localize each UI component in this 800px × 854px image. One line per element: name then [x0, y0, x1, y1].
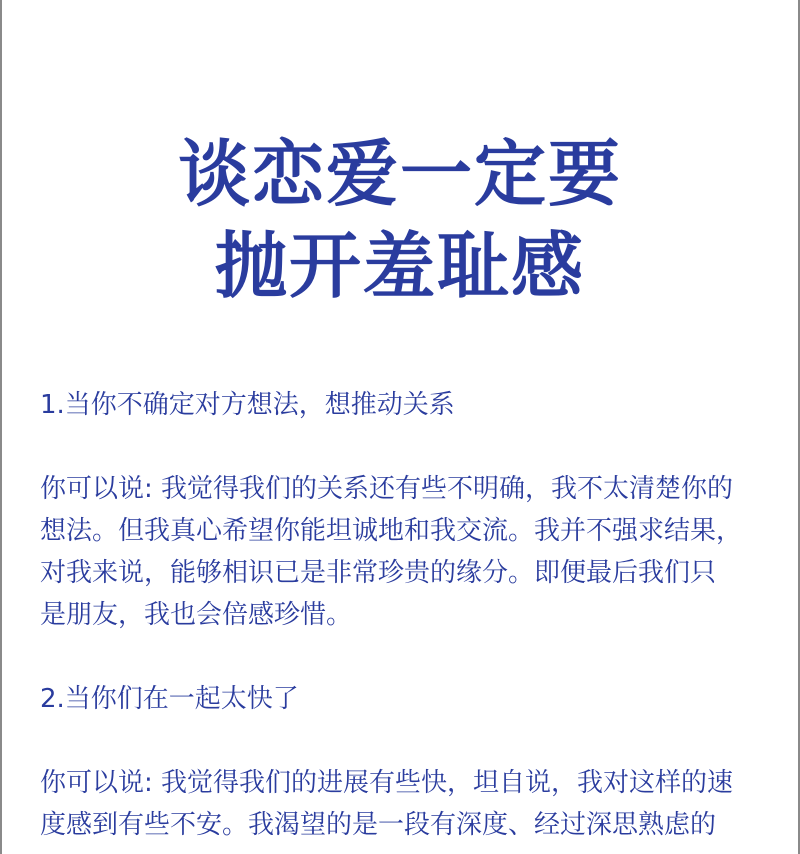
section-2-paragraph	[40, 762, 766, 846]
article-body	[40, 384, 766, 846]
paragraph-line: 你可以说: 我觉得我们的关系还有些不明确，我不太清楚你的	[40, 474, 734, 504]
spacer	[40, 720, 766, 762]
paragraph-line: 想法。但我真心希望你能坦诚地和我交流。我并不强求结果，	[40, 516, 743, 546]
title-line-2: 抛开羞耻感	[214, 224, 585, 308]
page-title	[2, 128, 798, 312]
section-heading-1: 1.当你不确定对方想法，想推动关系	[40, 390, 455, 420]
spacer	[40, 426, 766, 468]
section-1-paragraph	[40, 468, 766, 636]
paragraph-line: 度感到有些不安。我渴望的是一段有深度、经过深思熟虑的	[40, 810, 717, 840]
title-line-1: 谈恋爱一定要	[177, 132, 622, 216]
section-heading-2: 2.当你们在一起太快了	[40, 684, 299, 714]
spacer	[40, 636, 766, 678]
paragraph-line: 是朋友，我也会倍感珍惜。	[40, 600, 353, 630]
paragraph-line: 对我来说，能够相识已是非常珍贵的缘分。即便最后我们只	[40, 558, 717, 588]
paragraph-line: 你可以说: 我觉得我们的进展有些快，坦自说，我对这样的速	[40, 768, 734, 798]
